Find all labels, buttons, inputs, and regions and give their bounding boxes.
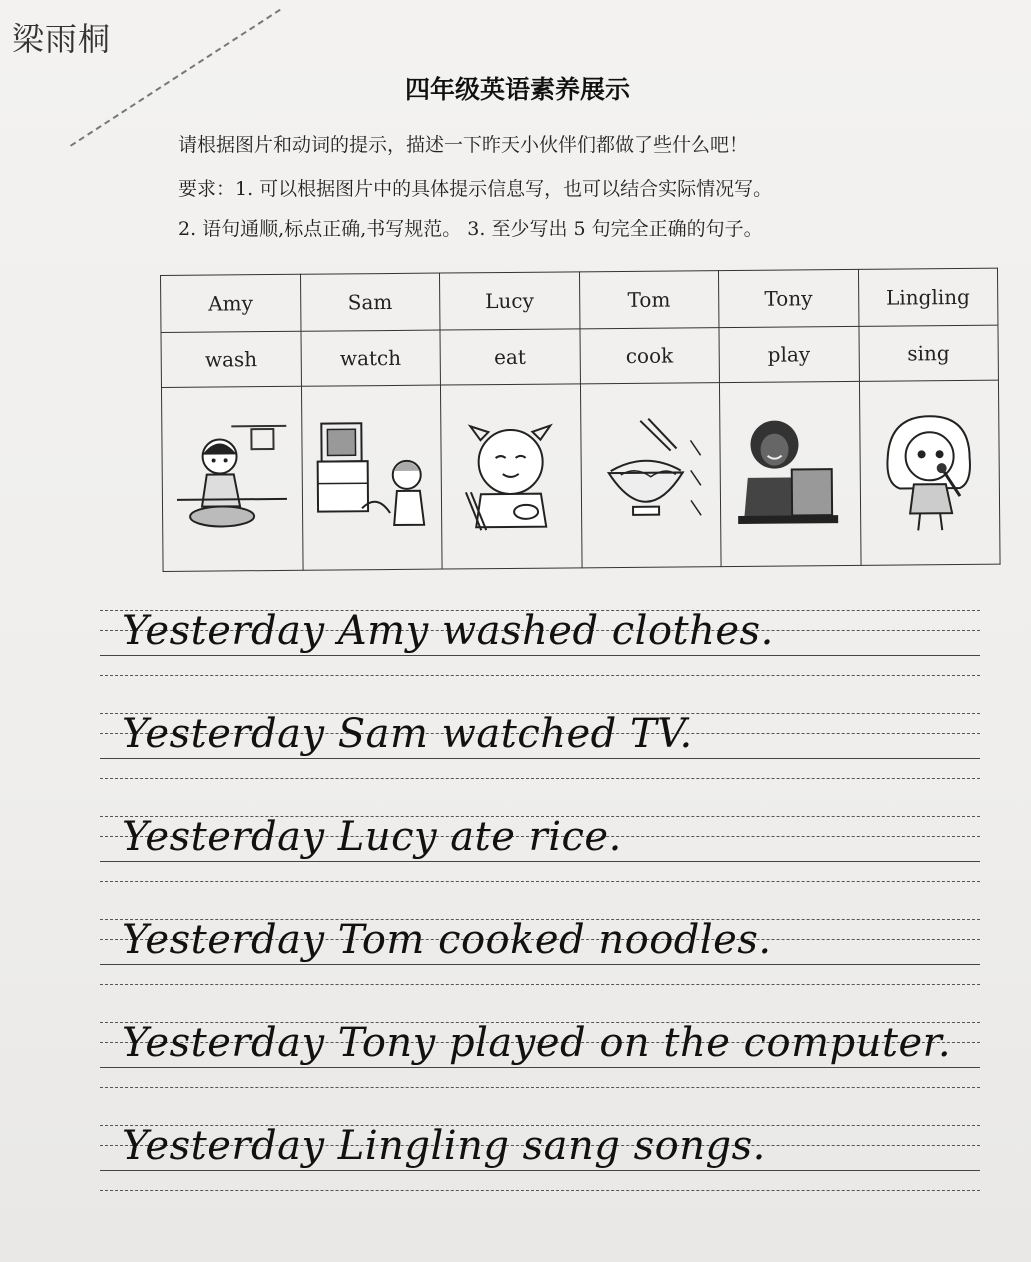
- prompt-table: [160, 268, 1001, 572]
- picture-cell: [719, 381, 860, 566]
- verb-cell: play: [719, 326, 859, 382]
- answer-sentence: Yesterday Amy washed clothes.: [122, 608, 774, 654]
- verbs-row: [161, 325, 998, 387]
- name-cell: Amy: [161, 274, 301, 332]
- answer-sentence: Yesterday Lingling sang songs.: [122, 1123, 766, 1169]
- girl-computer-icon: [729, 408, 850, 539]
- writing-line: [100, 806, 980, 876]
- answer-sentence: Yesterday Lucy ate rice.: [122, 814, 622, 860]
- writing-line: [100, 600, 980, 670]
- name-cell: Tony: [718, 269, 858, 327]
- verb-cell: sing: [858, 325, 998, 381]
- verb-cell: wash: [161, 331, 301, 387]
- answer-sentence: Yesterday Tom cooked noodles.: [122, 917, 772, 963]
- noodles-bowl-icon: [590, 410, 711, 541]
- name-cell: Tom: [579, 271, 719, 329]
- writing-line: [100, 703, 980, 773]
- verb-cell: watch: [300, 330, 440, 386]
- picture-cell: [859, 380, 1000, 565]
- picture-cell: [580, 383, 721, 568]
- name-cell: Sam: [300, 273, 440, 331]
- picture-cell: [161, 386, 302, 571]
- answer-sentence: Yesterday Sam watched TV.: [122, 711, 693, 757]
- instruction-line-1: 请根据图片和动词的提示，描述一下昨天小伙伴们都做了些什么吧！: [178, 134, 749, 156]
- girl-eating-icon: [450, 411, 571, 542]
- girl-singing-icon: [869, 407, 990, 538]
- worksheet-title: 四年级英语素养展示: [405, 75, 631, 104]
- name-cell: Lucy: [439, 272, 579, 330]
- verb-cell: cook: [579, 328, 719, 384]
- verb-cell: eat: [440, 329, 580, 385]
- pictures-row: [161, 380, 1000, 571]
- name-cell: Lingling: [858, 268, 998, 326]
- instruction-line-3: 2. 语句通顺,标点正确,书写规范。 3. 至少写出 5 句完全正确的句子。: [178, 218, 763, 240]
- writing-line: [100, 1115, 980, 1185]
- boy-watching-tv-icon: [311, 412, 432, 543]
- picture-cell: [301, 385, 442, 570]
- writing-line: [100, 1012, 980, 1082]
- answer-sentence: Yesterday Tony played on the computer.: [122, 1020, 952, 1066]
- instruction-line-2: 要求：1. 可以根据图片中的具体提示信息写，也可以结合实际情况写。: [178, 178, 773, 200]
- student-name: 梁雨桐: [12, 20, 112, 58]
- writing-line: [100, 909, 980, 979]
- picture-cell: [440, 384, 581, 569]
- girl-washing-clothes-icon: [171, 413, 292, 544]
- names-row: [161, 268, 998, 332]
